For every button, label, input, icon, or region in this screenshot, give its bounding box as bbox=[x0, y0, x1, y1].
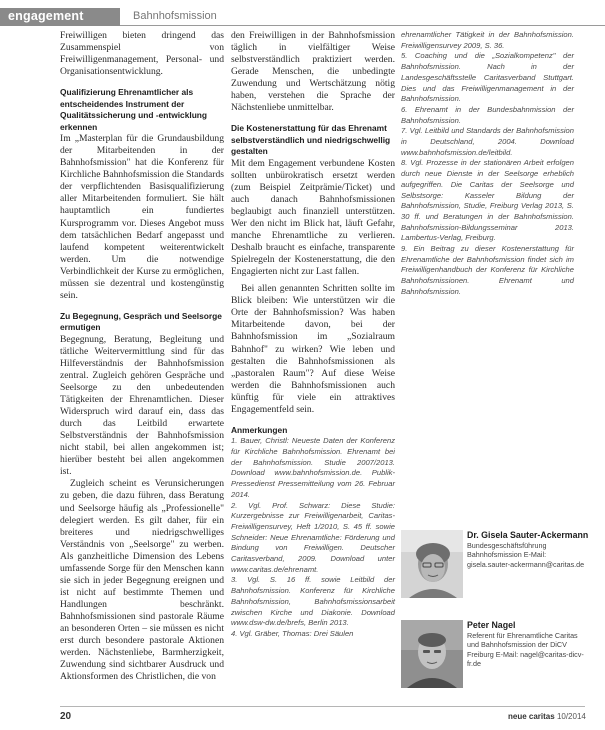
author-name: Dr. Gisela Sauter-Ackermann bbox=[467, 530, 589, 540]
footnotes-continued bbox=[401, 30, 574, 298]
paragraph-kostenerstattung: Mit dem Engagement verbundene Kosten sollten unbürokratisch ersetzt werden (zum Beispiel Zeitprämie/Ticket) und auch danach Bahnhofsmissionen beglaubigt auch finanziell unterstützen. Wer den nicht im Blick hat, läuft Gefahr, manche Ehrenamtliche zu verlieren. Deshalb braucht es einfache, transparente Spielregeln der Kostenerstattung, die den Engagierten nicht zur Last fallen. bbox=[231, 157, 395, 278]
page-header bbox=[0, 8, 605, 26]
page-footer bbox=[0, 706, 605, 726]
paragraph-qualifizierung: Im „Masterplan für die Grundausbildung der Mitarbeitenden in der Bahnhofsmission" hat die Konferenz für Kirchliche Bahnhofsmission die Standards der verpflichtenden Basisqualifizierung aller Mitarbeitenden formuliert. Sie hält hauptamtlich ein fundiertes Kursprogramm vor. Dieses Angebot muss dem tatsächlichen Bedarf angepasst und laufend kompetent weiterentwickelt werden. Um die notwendige Verbindlichkeit der Kurse zu ermöglichen, müssen sie dezentral und kostengünstig sein. bbox=[60, 133, 224, 301]
heading-qualifizierung: Qualifizierung Ehrenamtlicher als entscheidendes Instrument der Qualitätssicherung und -entwicklung erkennen bbox=[60, 87, 208, 132]
author-name: Peter Nagel bbox=[467, 620, 516, 630]
footnote: 2. Vgl. Prof. Schwarz: Diese Studie: Kurzergebnisse zur Freiwilligenarbeit, Caritas-Freiwilligensurvey, Heft 1/2010, S. 45 ff. sowie Schneider: Neue Ehrenamtliche: Förderung und Bindung von Freiwilligen. Deutscher Caritasverband, 2009. Download unter www.caritas.de/ehrenamt. bbox=[231, 500, 395, 574]
paragraph-fragen: Bei allen genannten Schritten sollte im Blick bleiben: Wie unterstützen wir die Orte der Bahnhofsmission? Was haben Mitarbeitende davon, bei der Bahnhofsmission im „Sozialraum Bahnhof" zu wirken? Wie leben und gestalten die Bahnhofsmissionen als „pastoralen Raum"? Auf diese Weise werden die Bahnhofsmissionen auch künftig für viele ein attraktives Engagementfeld sein. bbox=[231, 283, 395, 415]
column-1 bbox=[60, 30, 224, 683]
footnotes-list bbox=[231, 436, 395, 639]
page-number: 20 bbox=[60, 711, 72, 722]
header-subtitle: Bahnhofsmission bbox=[133, 10, 217, 22]
author-description: Bundesgeschäftsführung Bahnhofsmission E-Mail: gisela.sauter-ackermann@caritas.de bbox=[467, 540, 585, 569]
author-box-1 bbox=[401, 530, 591, 600]
section-label: engagement bbox=[8, 9, 84, 23]
footnote: 1. Bauer, Christl: Neueste Daten der Konferenz für Kirchliche Bahnhofsmission. Ehrenamt bei der Bahnhofsmission. Studie 2007/2013. Download www.bahnhofsmission.de. Publik-Pressedienst Pressemitteilung vom 26. Februar 2014. bbox=[231, 436, 395, 499]
footnote: 5. Coaching und die „Sozialkompetenz" der Bahnhofsmission. Nach in der Landesgeschäftsstelle Caritasverband Stuttgart. Dies und das Freiwilligenmanagement in der Bahnhofsmission. bbox=[401, 51, 574, 104]
intro-paragraph: Freiwilligen bieten dringend das Zusammenspiel von Freiwilligenmanagement, Personal- und Organisationsentwicklung. bbox=[60, 30, 224, 78]
column-3 bbox=[401, 30, 574, 298]
paragraph-begegnung-1: Begegnung, Beratung, Begleitung und tätliche Weitervermittlung sind für das Hilfeverständnis der Bahnhofsmission zentral. Zugleich gehören Gespräche und Seelsorge zu den unbedeutenden Tätigkeiten der Ehrenamtlichen. Dieser Widerspruch wird darauf ein, dass das durch das Leitbild erwartete Selbstverständnis der Bahnhofsmission nicht stabil, bei allen angekommen ist; hierüber besteht bei allen angekommen ist. bbox=[60, 333, 224, 478]
footnote: 7. Vgl. Leitbild und Standards der Bahnhofsmission in Deutschland, 2004. Download www.bahnhofsmission.de/leitbild. bbox=[401, 126, 574, 157]
footer-rule bbox=[60, 706, 585, 707]
column-2 bbox=[231, 30, 395, 640]
author-description: Referent für Ehrenamtliche Caritas und Bahnhofsmission der DiCV Freiburg E-Mail: nagel@caritas-dicv-fr.de bbox=[467, 630, 584, 669]
magazine-name: neue caritas bbox=[508, 712, 555, 721]
portrait-image bbox=[401, 530, 463, 598]
footnote: 8. Vgl. Prozesse in der stationären Arbeit erfolgen durch neue Dienste in der Seelsorge erheblich aufgegriffen. Die Caritas der Seelsorge und Selbstsorge: Kasseler Bildung der Bahnhofsmission, Studie, Freiburg Verlag 2013, S. 30 ff. und Beratungen in der Bahnhofsmission. Bahnhofsmission-Bildungsseminar 2013. Lambertus-Verlag, Freiburg. bbox=[401, 158, 574, 243]
section-tab bbox=[0, 8, 120, 26]
footnote: 3. Vgl. S. 16 ff. sowie Leitbild der Bahnhofsmission. Konferenz für Kirchliche Bahnhofsmission, Bahnhofsmissionsarbeit zwischen Kirche und Diakonie. Download www.dsw-dw.de/brefs, Berlin 2013. bbox=[231, 575, 395, 628]
author-info bbox=[467, 530, 591, 569]
footnote: 4. Vgl. Gräber, Thomas: Drei Säulen bbox=[231, 628, 354, 638]
author-info bbox=[467, 620, 591, 669]
author-photo bbox=[401, 620, 463, 688]
paragraph-begegnung-2: Zugleich scheint es Verunsicherungen zu geben, die dazu führen, dass Beratung und Seelsorge häufig als „Professionelle" delegiert werden. Es gilt daher, für ein breiteres und niedrigschwelliges Verständnis von „Seelsorge" zu werben. Als ganzheitliche Dimension des Lebens umfassende Sorge für den Menschen kann sie sich in jeder Begegnung ereignen und ist nicht auf bestimmte Themen und Handlungen beschränkt. Bahnhofsmissionen sind pastorale Räume an besonderen Orten – sie müssen es nicht erst durch besondere pastorale Aktionen werden. Nächstenliebe, Barmherzigkeit, Zuwendung sind sichtbarer Ausdruck und Aktionsformen des Christlichen, die von bbox=[60, 478, 224, 683]
heading-anmerkungen: Anmerkungen bbox=[231, 424, 288, 435]
header-rule bbox=[120, 25, 605, 26]
heading-kostenerstattung: Die Kostenerstattung für das Ehrenamt selbstverständlich und niedrigschwellig gestalten bbox=[231, 123, 391, 157]
magazine-info bbox=[508, 712, 586, 721]
author-box-2 bbox=[401, 620, 591, 690]
author-photo bbox=[401, 530, 463, 598]
paragraph-continued: den Freiwilligen in der Bahnhofsmission täglich in vielfältiger Weise selbstverständlich praktiziert werden. Gerade Menschen, die unbedingte Zuwendung und Wertschätzung nötig haben, verstehen die Sprache der Nächstenliebe unmittelbar. bbox=[231, 30, 395, 114]
footnote: ehrenamtlicher Tätigkeit in der Bahnhofsmission. Freiwilligensurvey 2009, S. 36. bbox=[401, 30, 574, 50]
portrait-image bbox=[401, 620, 463, 688]
footnote: 9. Ein Beitrag zu dieser Kostenerstattung für Ehrenamtliche der Bahnhofsmission findet sich im Freiwilligenhandbuch der Konferenz für Kirchliche Bahnhofsmissionen. Ehrenamt und Bahnhofsmission. bbox=[401, 244, 574, 296]
issue-number: 10/2014 bbox=[556, 712, 586, 721]
heading-begegnung: Zu Begegnung, Gespräch und Seelsorge ermutigen bbox=[60, 310, 222, 333]
footnote: 6. Ehrenamt in der Bundesbahnmission der Bahnhofsmission. bbox=[401, 104, 574, 125]
